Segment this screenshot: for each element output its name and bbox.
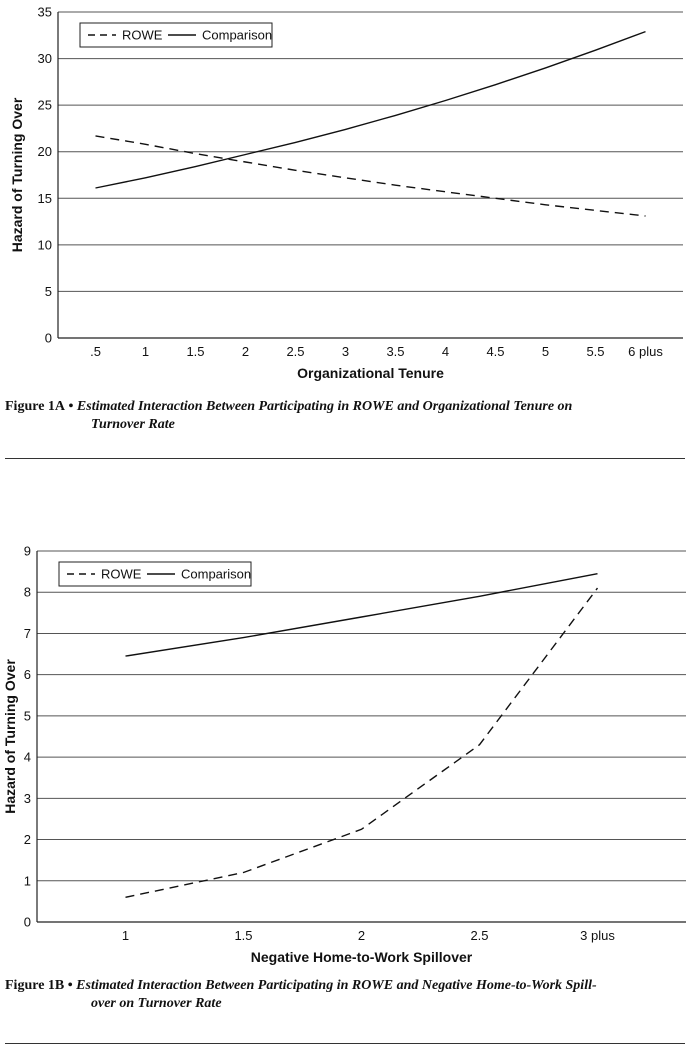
x-tick-label: 4.5 — [486, 344, 505, 359]
x-tick-label: .5 — [90, 344, 101, 359]
figure-1a-caption — [5, 398, 685, 434]
caption-text-line2: Turnover Rate — [91, 417, 175, 432]
x-tick-label: 1 — [121, 928, 130, 943]
x-tick-label: 3 — [341, 344, 350, 359]
x-tick-label: 2.5 — [470, 928, 489, 943]
y-tick-label: 5 — [23, 708, 31, 724]
x-tick-label: 1.5 — [186, 344, 205, 359]
x-axis-title: Organizational Tenure — [297, 365, 444, 381]
y-tick-label: 30 — [37, 51, 52, 67]
y-tick-label: 0 — [23, 914, 31, 930]
figure-1a — [0, 0, 695, 460]
series-line-rowe — [126, 588, 598, 897]
x-tick-label: 5.5 — [586, 344, 605, 359]
caption-text-line1: Estimated Interaction Between Participating in ROWE and Negative Home-to-Work Spill- — [76, 978, 597, 993]
y-tick-label: 3 — [23, 790, 31, 806]
y-tick-label: 25 — [37, 97, 52, 113]
divider-rule — [5, 458, 685, 459]
x-axis-title: Negative Home-to-Work Spillover — [250, 949, 473, 965]
y-tick-label: 1 — [23, 873, 31, 889]
legend-label-comparison: Comparison — [181, 566, 252, 582]
x-tick-label: 2 — [241, 344, 250, 359]
x-tick-label: 1 — [141, 344, 150, 359]
y-tick-label: 10 — [37, 237, 52, 253]
y-tick-label: 9 — [23, 543, 31, 559]
caption-bullet: • — [67, 978, 73, 993]
legend-label-rowe: ROWE — [122, 27, 163, 43]
caption-label: Figure 1B — [5, 978, 65, 993]
caption-text-line1: Estimated Interaction Between Participating in ROWE and Organizational Tenure on — [76, 399, 573, 414]
x-tick-label: 6 plus — [628, 344, 663, 359]
y-tick-label: 2 — [23, 832, 31, 848]
y-tick-label: 15 — [37, 190, 52, 206]
figure-1b-caption — [5, 977, 685, 1013]
x-tick-label: 3 plus — [580, 928, 615, 943]
y-axis-title: Hazard of Turning Over — [2, 659, 18, 814]
x-tick-label: 2.5 — [286, 344, 305, 359]
x-tick-label: 1.5 — [234, 928, 253, 943]
x-tick-label: 3.5 — [386, 344, 405, 359]
y-tick-label: 4 — [23, 749, 31, 765]
y-tick-label: 8 — [23, 584, 31, 600]
chart-1a — [0, 0, 695, 385]
caption-bullet: • — [68, 399, 74, 414]
series-line-rowe — [96, 136, 646, 216]
x-tick-label: 2 — [357, 928, 366, 943]
chart-1b — [0, 535, 695, 965]
caption-text-line2: over on Turnover Rate — [91, 996, 222, 1011]
x-tick-label: 5 — [541, 344, 550, 359]
series-line-comparison — [96, 32, 646, 188]
divider-rule — [5, 1043, 685, 1044]
legend-label-rowe: ROWE — [101, 566, 142, 582]
y-tick-label: 20 — [37, 144, 52, 160]
y-tick-label: 35 — [37, 4, 52, 20]
x-tick-label: 4 — [441, 344, 450, 359]
figure-1b — [0, 535, 695, 1035]
y-tick-label: 7 — [23, 625, 31, 641]
y-tick-label: 5 — [44, 283, 52, 299]
caption-label: Figure 1A — [5, 399, 66, 414]
y-axis-title: Hazard of Turning Over — [9, 97, 25, 253]
y-tick-label: 0 — [44, 330, 52, 346]
legend-label-comparison: Comparison — [202, 27, 273, 43]
y-tick-label: 6 — [23, 667, 31, 683]
